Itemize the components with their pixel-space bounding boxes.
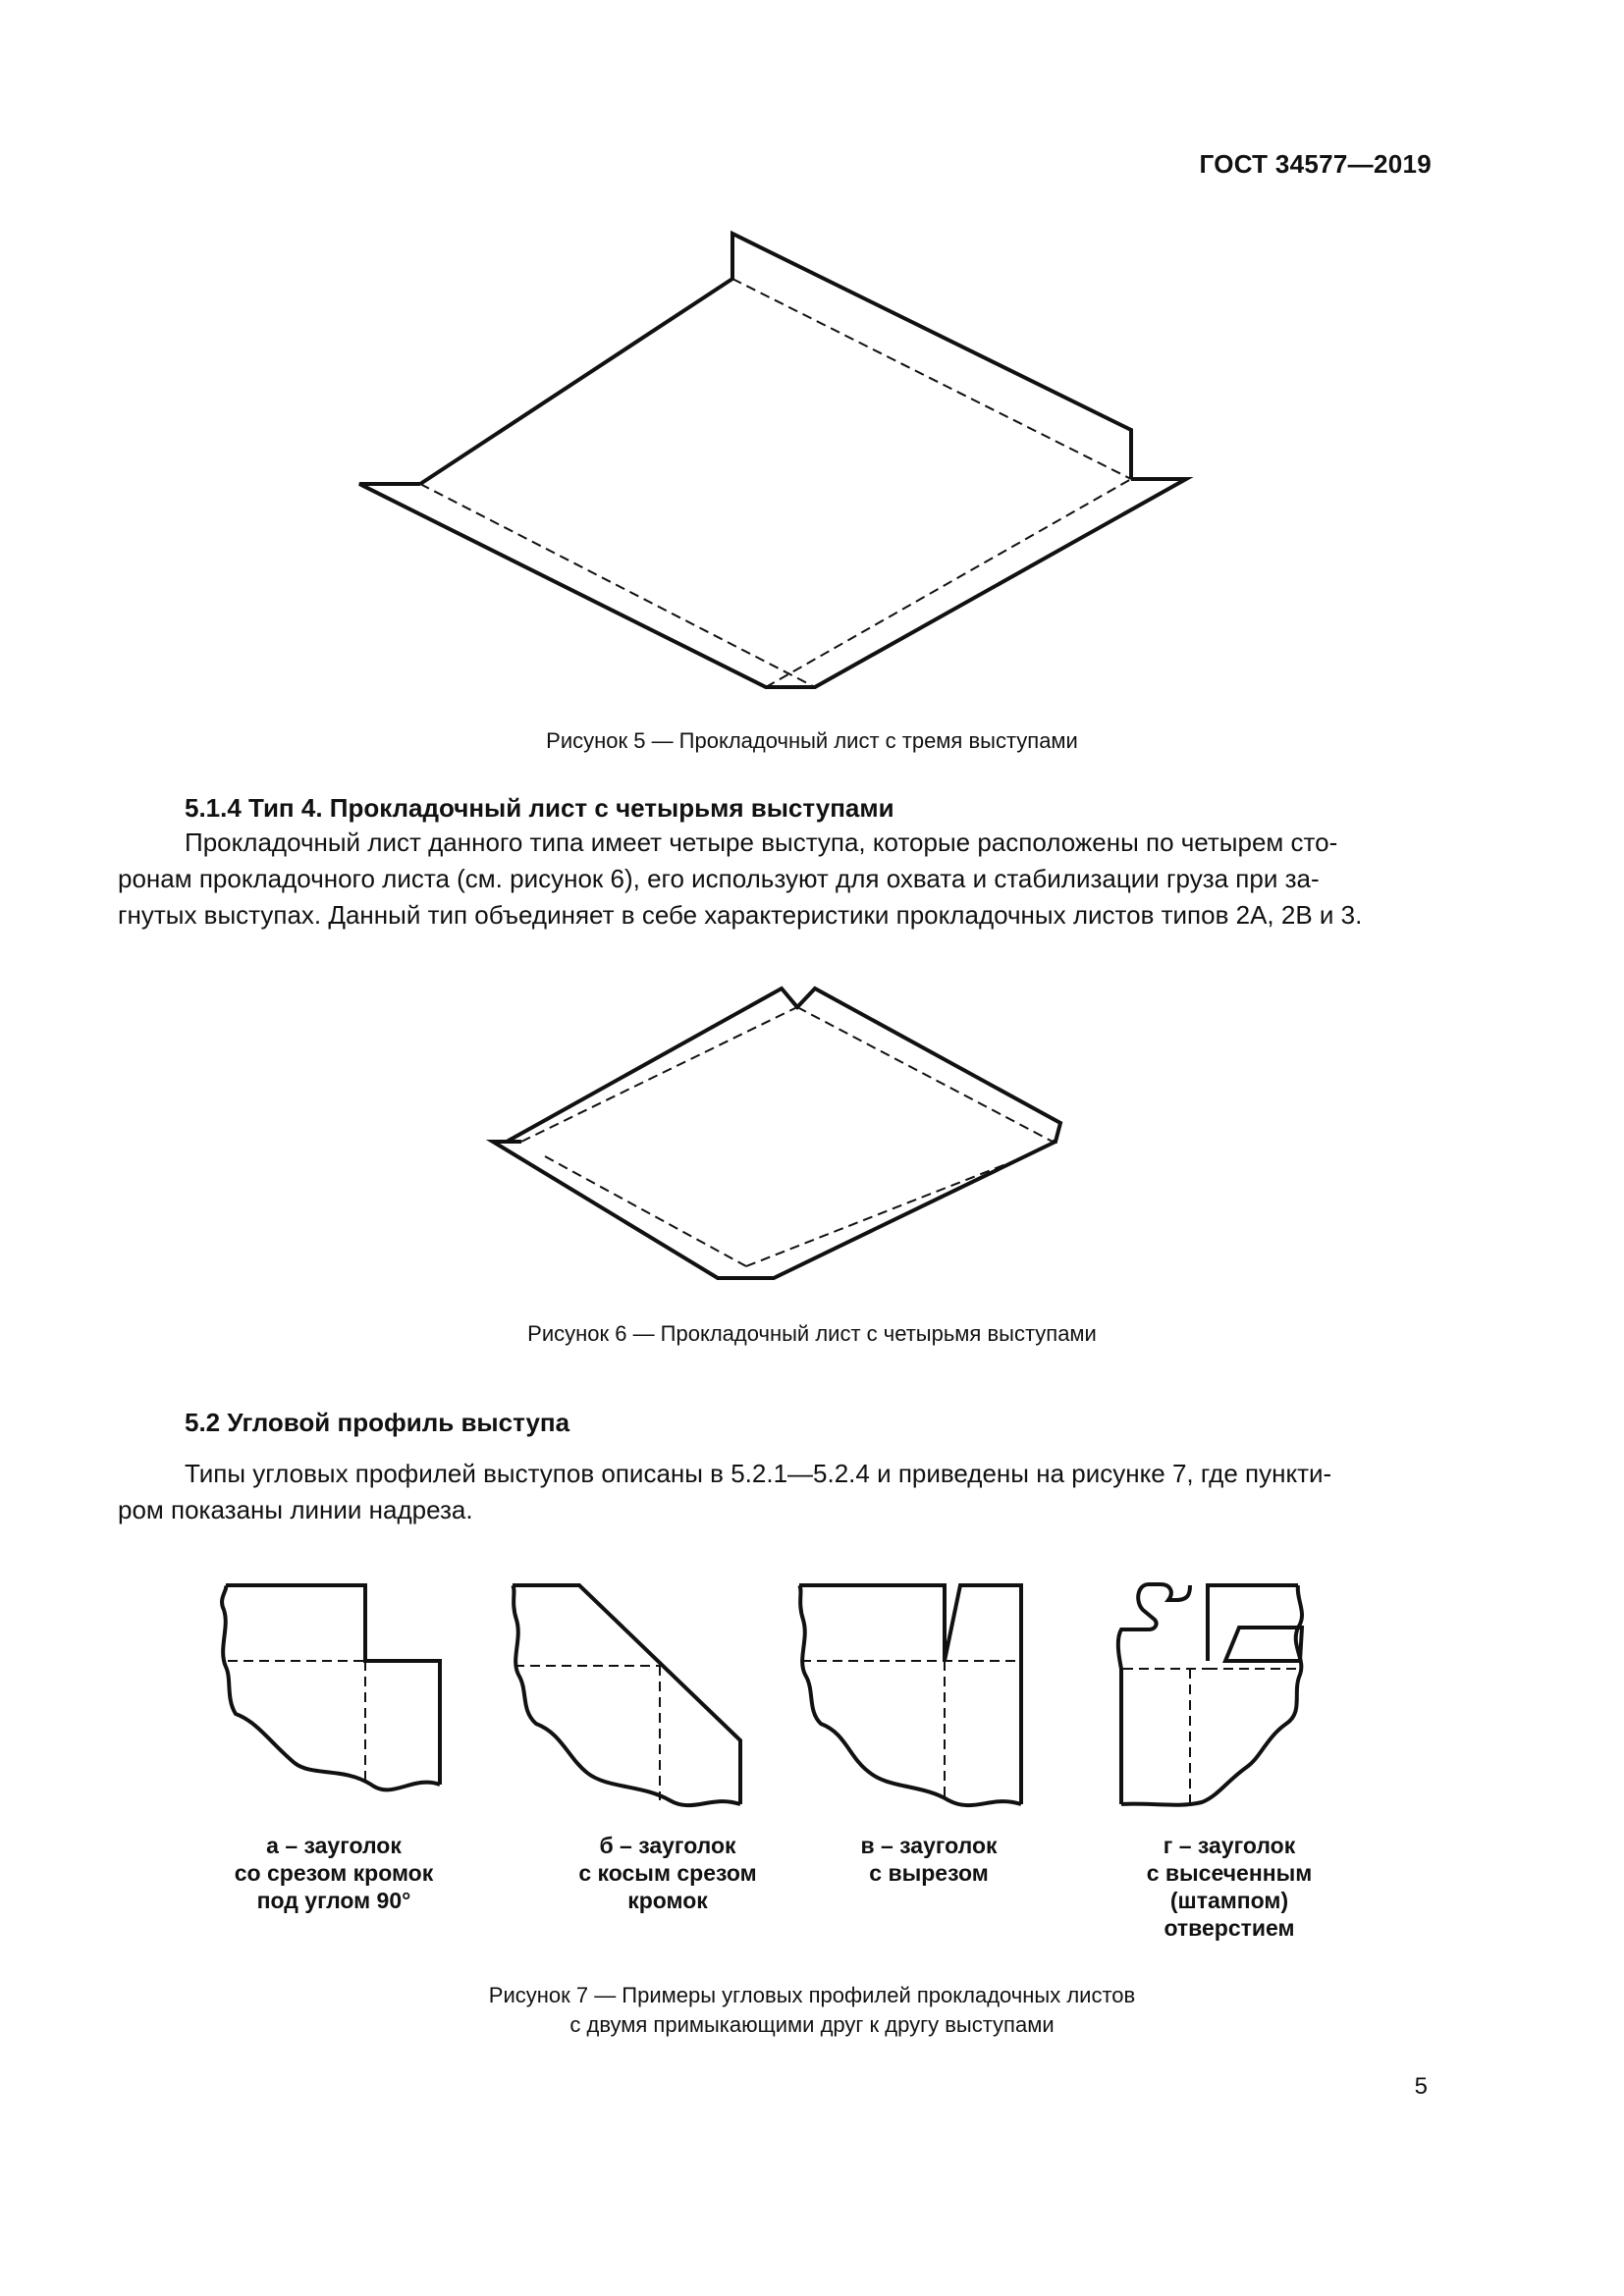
label-line: с высеченным <box>1146 1860 1313 1886</box>
label-line: б – зауголок <box>599 1833 736 1858</box>
figure7b-drawing <box>513 1585 740 1805</box>
label-line: с вырезом <box>869 1860 989 1886</box>
figure7-caption <box>0 1981 1624 2040</box>
label-line: с косым срезом <box>578 1860 757 1886</box>
figure7c-label <box>791 1832 1066 1887</box>
section-52-heading: 5.2 Угловой профиль выступа <box>185 1408 570 1437</box>
paragraph-line: ром показаны линии надреза. <box>118 1495 473 1524</box>
label-line: а – зауголок <box>266 1833 402 1858</box>
label-line: г – зауголок <box>1163 1833 1296 1858</box>
figure6-drawing <box>493 988 1060 1278</box>
figure5-drawing <box>359 234 1186 687</box>
figure7d-drawing <box>1118 1584 1302 1805</box>
figure5-caption: Рисунок 5 — Прокладочный лист с тремя выступами <box>546 728 1078 753</box>
label-line: отверстием <box>1164 1915 1295 1941</box>
document-code: ГОСТ 34577—2019 <box>1199 149 1432 179</box>
paragraph-line: Прокладочный лист данного типа имеет четыре выступа, которые расположены по четырем сто- <box>185 828 1338 857</box>
figure6-caption: Рисунок 6 — Прокладочный лист с четырьмя выступами <box>527 1321 1097 1346</box>
label-line: под углом 90° <box>256 1888 411 1913</box>
figure7b-label <box>530 1832 805 1914</box>
caption-line: с двумя примыкающими друг к другу выступами <box>569 2012 1055 2037</box>
figure7d-label <box>1092 1832 1367 1942</box>
figure7a-drawing <box>222 1585 440 1789</box>
paragraph-line: Типы угловых профилей выступов описаны в 5.2.1—5.2.4 и приведены на рисунке 7, где пункти- <box>185 1459 1332 1488</box>
label-line: (штампом) <box>1169 1888 1289 1913</box>
label-line: в – зауголок <box>860 1833 998 1858</box>
caption-line: Рисунок 7 — Примеры угловых профилей прокладочных листов <box>488 1983 1136 2007</box>
paragraph-line: гнутых выступах. Данный тип объединяет в себе характеристики прокладочных листов типов 2А, 2В и 3. <box>118 900 1363 930</box>
section-52-paragraph <box>118 1456 1432 1528</box>
label-line: со срезом кромок <box>234 1860 434 1886</box>
paragraph-line: ронам прокладочного листа (см. рисунок 6), его используют для охвата и стабилизации груза при за- <box>118 864 1320 893</box>
page-number: 5 <box>1414 2073 1428 2100</box>
figure7c-drawing <box>799 1585 1021 1805</box>
section-514-paragraph <box>118 825 1432 934</box>
section-514-heading: 5.1.4 Тип 4. Прокладочный лист с четырьмя выступами <box>185 793 894 823</box>
label-line: кромок <box>627 1888 708 1913</box>
figure7a-label <box>196 1832 471 1914</box>
